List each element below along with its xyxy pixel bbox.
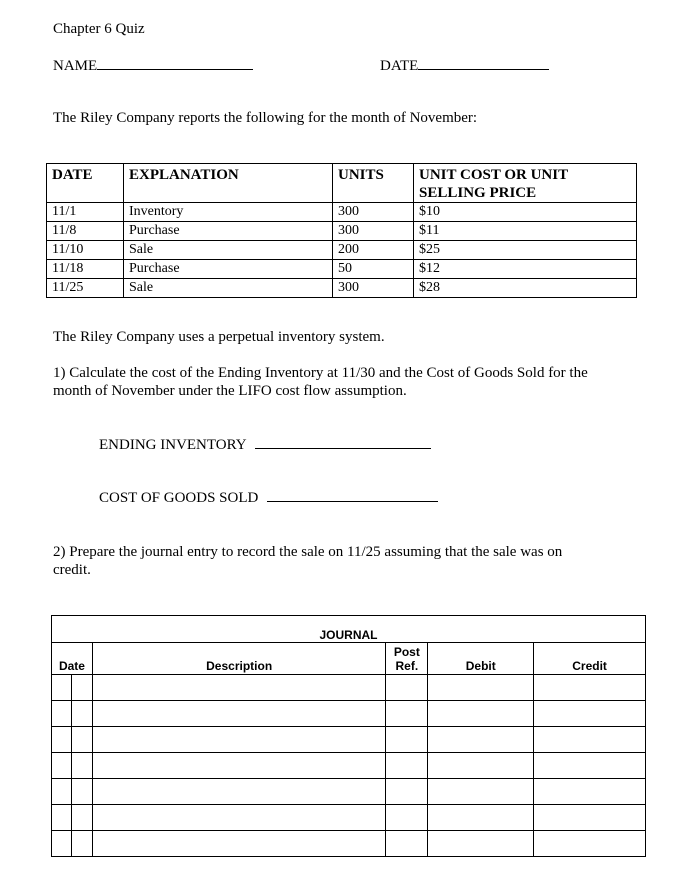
journal-cell-debit[interactable] — [428, 831, 534, 857]
journal-cell-debit[interactable] — [428, 701, 534, 727]
journal-title: JOURNAL — [52, 616, 646, 643]
journal-table — [51, 615, 646, 857]
journal-col-date: Date — [52, 643, 93, 675]
question2-line2: credit. — [53, 562, 91, 578]
row-units: 300 — [333, 203, 414, 222]
date-blank[interactable] — [418, 69, 549, 70]
journal-cell-credit[interactable] — [534, 753, 646, 779]
inventory-table — [46, 163, 637, 298]
journal-cell-month[interactable] — [52, 675, 72, 701]
row-date: 11/25 — [47, 279, 124, 298]
journal-cell-description[interactable] — [92, 675, 385, 701]
date-field[interactable] — [380, 58, 549, 75]
journal-cell-post-ref[interactable] — [386, 831, 428, 857]
ending-inventory-blank[interactable] — [255, 448, 431, 449]
journal-cell-post-ref[interactable] — [386, 779, 428, 805]
journal-col-debit: Debit — [428, 643, 534, 675]
journal-cell-credit[interactable] — [534, 727, 646, 753]
journal-cell-credit[interactable] — [534, 805, 646, 831]
header-date: DATE — [47, 164, 124, 203]
cogs-field[interactable] — [99, 490, 438, 507]
row-units: 50 — [333, 260, 414, 279]
journal-cell-day[interactable] — [71, 701, 92, 727]
journal-cell-debit[interactable] — [428, 805, 534, 831]
journal-cell-credit[interactable] — [534, 831, 646, 857]
row-date: 11/10 — [47, 241, 124, 260]
row-price: $25 — [414, 241, 637, 260]
cogs-label: COST OF GOODS SOLD — [99, 490, 259, 506]
journal-cell-description[interactable] — [92, 727, 385, 753]
row-explanation: Purchase — [124, 260, 333, 279]
question1-line1: 1) Calculate the cost of the Ending Inventory at 11/30 and the Cost of Goods Sold for the — [53, 365, 588, 381]
journal-row[interactable] — [52, 675, 646, 701]
row-date: 11/1 — [47, 203, 124, 222]
intro-text: The Riley Company reports the following for the month of November: — [53, 110, 478, 126]
journal-col-post-ref-line2: Ref. — [395, 659, 419, 673]
journal-row[interactable] — [52, 701, 646, 727]
journal-cell-month[interactable] — [52, 701, 72, 727]
journal-row[interactable] — [52, 727, 646, 753]
journal-col-post-ref-line1: Post — [393, 645, 420, 659]
journal-cell-month[interactable] — [52, 831, 72, 857]
journal-cell-month[interactable] — [52, 779, 72, 805]
journal-cell-description[interactable] — [92, 753, 385, 779]
row-explanation: Sale — [124, 279, 333, 298]
journal-cell-day[interactable] — [71, 779, 92, 805]
journal-cell-month[interactable] — [52, 805, 72, 831]
system-note: The Riley Company uses a perpetual inventory system. — [53, 329, 385, 345]
journal-cell-credit[interactable] — [534, 701, 646, 727]
row-explanation: Inventory — [124, 203, 333, 222]
journal-row[interactable] — [52, 779, 646, 805]
journal-cell-day[interactable] — [71, 727, 92, 753]
row-price: $10 — [414, 203, 637, 222]
name-label: NAME — [53, 58, 98, 74]
journal-row[interactable] — [52, 831, 646, 857]
row-units: 300 — [333, 222, 414, 241]
journal-cell-post-ref[interactable] — [386, 701, 428, 727]
row-date: 11/8 — [47, 222, 124, 241]
journal-cell-debit[interactable] — [428, 779, 534, 805]
row-explanation: Sale — [124, 241, 333, 260]
quiz-title: Chapter 6 Quiz — [53, 21, 145, 37]
journal-cell-credit[interactable] — [534, 675, 646, 701]
table-row — [47, 241, 637, 260]
journal-row[interactable] — [52, 753, 646, 779]
row-units: 300 — [333, 279, 414, 298]
header-unit-cost-line2: SELLING PRICE — [419, 185, 537, 201]
journal-cell-debit[interactable] — [428, 753, 534, 779]
journal-cell-description[interactable] — [92, 831, 385, 857]
journal-cell-post-ref[interactable] — [386, 675, 428, 701]
journal-cell-day[interactable] — [71, 805, 92, 831]
header-unit-cost-line1: UNIT COST OR UNIT — [419, 167, 569, 183]
journal-row[interactable] — [52, 805, 646, 831]
header-explanation: EXPLANATION — [124, 164, 333, 203]
row-date: 11/18 — [47, 260, 124, 279]
question2-line1: 2) Prepare the journal entry to record the sale on 11/25 assuming that the sale was on — [53, 544, 563, 560]
row-price: $12 — [414, 260, 637, 279]
journal-cell-description[interactable] — [92, 701, 385, 727]
journal-cell-debit[interactable] — [428, 675, 534, 701]
journal-cell-credit[interactable] — [534, 779, 646, 805]
journal-cell-day[interactable] — [71, 675, 92, 701]
journal-cell-day[interactable] — [71, 831, 92, 857]
ending-inventory-field[interactable] — [99, 437, 431, 454]
journal-cell-post-ref[interactable] — [386, 753, 428, 779]
table-row — [47, 203, 637, 222]
name-blank[interactable] — [97, 69, 253, 70]
journal-cell-post-ref[interactable] — [386, 805, 428, 831]
row-units: 200 — [333, 241, 414, 260]
journal-cell-debit[interactable] — [428, 727, 534, 753]
journal-cell-day[interactable] — [71, 753, 92, 779]
journal-cell-month[interactable] — [52, 727, 72, 753]
journal-col-description: Description — [92, 643, 385, 675]
header-unit-cost — [414, 164, 637, 203]
table-row — [47, 260, 637, 279]
journal-cell-month[interactable] — [52, 753, 72, 779]
journal-col-post-ref — [386, 643, 428, 675]
ending-inventory-label: ENDING INVENTORY — [99, 437, 247, 453]
journal-col-credit: Credit — [534, 643, 646, 675]
journal-cell-post-ref[interactable] — [386, 727, 428, 753]
table-row — [47, 222, 637, 241]
question1-line2: month of November under the LIFO cost flow assumption. — [53, 383, 407, 399]
row-price: $11 — [414, 222, 637, 241]
table-row — [47, 279, 637, 298]
cogs-blank[interactable] — [267, 501, 438, 502]
row-price: $28 — [414, 279, 637, 298]
name-field[interactable] — [53, 58, 253, 75]
journal-cell-description[interactable] — [92, 779, 385, 805]
date-label: DATE — [380, 58, 419, 74]
header-units: UNITS — [333, 164, 414, 203]
row-explanation: Purchase — [124, 222, 333, 241]
journal-cell-description[interactable] — [92, 805, 385, 831]
